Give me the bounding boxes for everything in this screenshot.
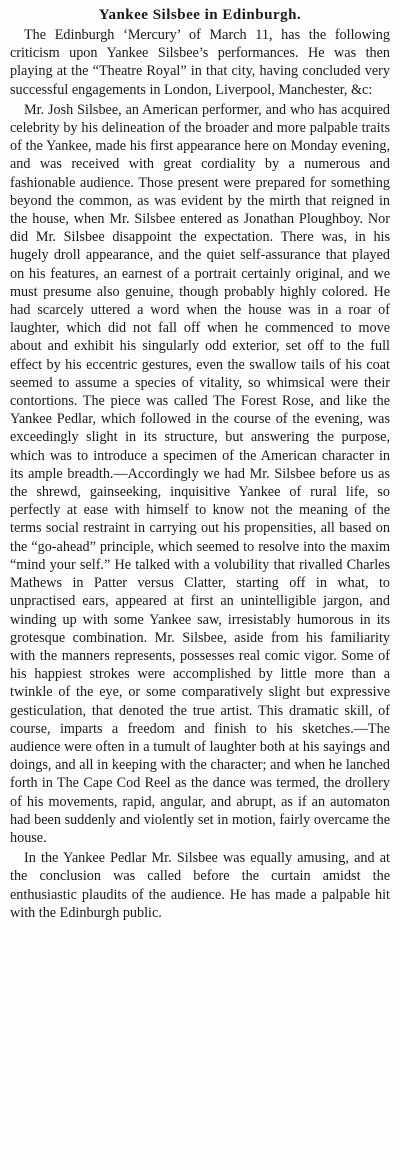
article-paragraph-review: Mr. Josh Silsbee, an American performer, and who has acquired celebrity by his delineation of the broader and more palpable traits of the Yankee, made his first appearance here on Monday evening, and was received with great cordiality by a numerous and fashionable audience. Those present were prepared for something beyond the common, as was evident by the mirth that reigned in the house, when Mr. Silsbee entered as Jonathan Ploughboy. Nor did Mr. Silsbee disappoint the expectation. There was, in his hugely droll appearance, and the quiet self-assurance that played on his features, an earnest of a portrait certainly original, and we must presume also genuine, though probably highly colored. He had scarcely uttered a word when the house was in a roar of laughter, which did not fall off when he commenced to move about and exhibit his singularly odd exterior, set off to the full effect by his eccentric gestures, even the swallow tails of his coat seemed to assume a species of vitality, so whimsical were their contortions. The piece was called The Forest Rose, and like the Yankee Pedlar, which followed in the course of the evening, was exceedingly slight in its structure, but answering the purpose, which was to introduce a specimen of the American character in its ample breadth.—Accordingly we had Mr. Silsbee before us as the shrewd, gainseeking, inquisitive Yankee of rural life, so perfectly at ease with himself to know not the meaning of the terms social restraint in carrying out his propensities, all based on the “go-ahead” principle, which seemed to resolve into the maxim “mind your self.” He talked with a volubility that rivalled Charles Mathews in Patter versus Clatter, starting off in what, to unpractised ears, appeared at first an unintelligible jargon, and winding up with some Yankee saw, irresistably humorous in its grotesque combination. Mr. Silsbee, aside from his familiarity with the manners represents, possesses real comic vigor. Some of his happiest strokes were accomplished by little more than a twinkle of the eye, or some comparatively slight but expressive gesticulation, that denoted the true artist. This dramatic skill, of course, imparts a freedom and finish to his sketches.—The audience were often in a tumult of laughter both at his sayings and doings, and all in keeping with the character; and when he lanched forth in The Cape Cod Reel as the dance was termed, the drollery of his movements, rapid, angular, and abrupt, as if an automaton had been suddenly and violently set in motion, fairly overcame the house. (10, 101, 390, 846)
article-paragraph-intro: The Edinburgh ‘Mercury’ of March 11, has the following criticism upon Yankee Silsbee’s performances. He was then playing at the “Theatre Royal” in that city, having concluded very successful engagements in London, Liverpool, Manchester, &c: (10, 27, 390, 98)
article-headline: Yankee Silsbee in Edinburgh. (98, 7, 302, 23)
article-paragraph-closing: In the Yankee Pedlar Mr. Silsbee was equally amusing, and at the conclusion was called before the curtain amidst the enthusiastic plaudits of the audience. He has made a palpable hit with the Edinburgh public. (10, 850, 390, 921)
